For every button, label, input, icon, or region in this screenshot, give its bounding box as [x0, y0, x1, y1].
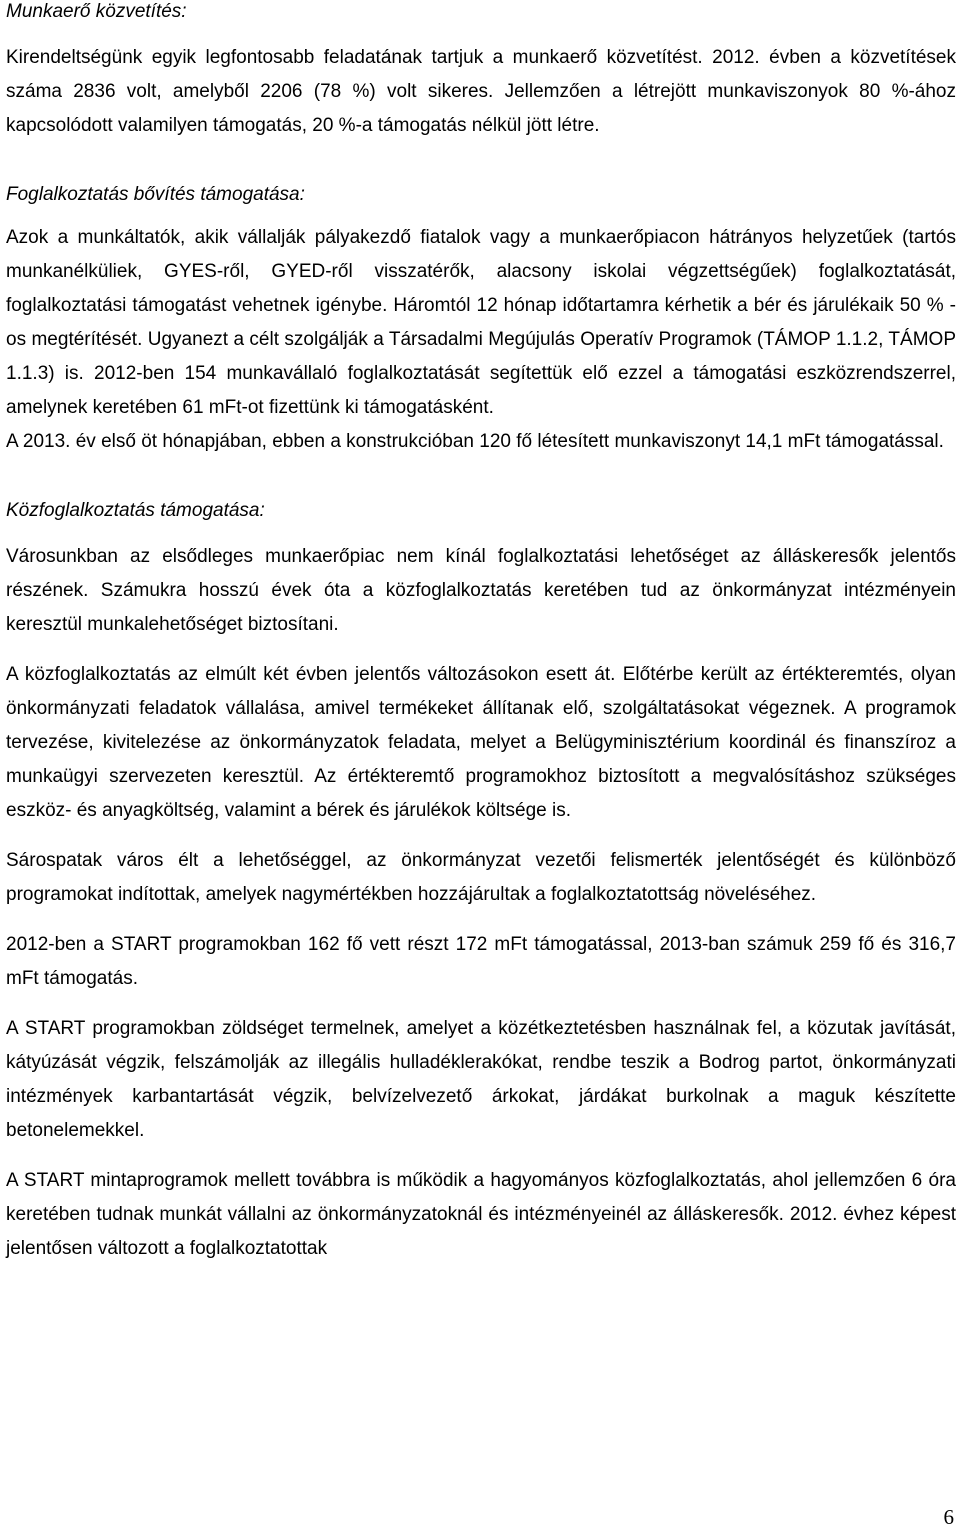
paragraph-munkaero-1: Kirendeltségünk egyik legfontosabb feladatának tartjuk a munkaerő közvetítést. 2012. évben a közvetítések száma 2836 volt, amelyből 2206 (78 %) volt sikeres. Jellemzően a létrejött munkaviszonyok 80 %-ához kapcsolódott valamilyen támogatás, 20 %-a támogatás nélkül jött létre.: [6, 47, 956, 136]
page-number: 6: [943, 1505, 954, 1529]
paragraph-kozfoglalkoztatas-3: Sárospatak város élt a lehetőséggel, az önkormányzat vezetői felismerték jelentőségét és különböző programokat indítottak, amelyek nagymértékben hozzájárultak a foglalkoztatottság növeléséhez.: [6, 850, 956, 905]
paragraph-kozfoglalkoztatas-4: 2012-ben a START programokban 162 fő vett részt 172 mFt támogatással, 2013-ban számuk 259 fő és 316,7 mFt támogatás.: [6, 934, 956, 989]
paragraph-kozfoglalkoztatas-5: A START programokban zöldséget termelnek, amelyet a közétkeztetésben használnak fel, a közutak javítását, kátyúzását végzik, felszámolják az illegális hulladéklerakókat, rendbe teszik a Bodrog partot, önkormányzati intézmények karbantartását végzik, belvízelvezető árkokat, járdákat burkolnak a maguk készítette betonelemekkel.: [6, 1018, 956, 1141]
paragraph-kozfoglalkoztatas-1: Városunkban az elsődleges munkaerőpiac nem kínál foglalkoztatási lehetőséget az álláskeresők jelentős részének. Számukra hosszú évek óta a közfoglalkoztatás keretében tud az önkormányzat intézményein keresztül munkalehetőséget biztosítani.: [6, 546, 956, 635]
section-heading-kozfoglalkoztatas: Közfoglalkoztatás támogatása:: [6, 500, 265, 521]
section-heading-munkaero: Munkaerő közvetítés:: [6, 1, 187, 22]
section-heading-foglalkoztatas: Foglalkoztatás bővítés támogatása:: [6, 184, 305, 205]
paragraph-kozfoglalkoztatas-6: A START mintaprogramok mellett továbbra is működik a hagyományos közfoglalkoztatás, ahol jellemzően 6 óra keretében tudnak munkát vállalni az önkormányzatoknál és intézményeinél az álláskeresők. 2012. évhez képest jelentősen változott a foglalkoztatottak: [6, 1170, 956, 1259]
document-page: [6, 0, 956, 1266]
paragraph-kozfoglalkoztatas-2: A közfoglalkoztatás az elmúlt két évben jelentős változásokon esett át. Előtérbe került az értékteremtés, olyan önkormányzati feladatok vállalása, amivel termékeket állítanak elő, szolgáltatásokat végeznek. A programok tervezése, kivitelezése az önkormányzatok feladata, melyet a Belügyminisztérium koordinál és finanszíroz a munkaügyi szervezeten keresztül. Az értékteremtő programokhoz biztosított a megvalósításhoz szükséges eszköz- és anyagköltség, valamint a bérek és járulékok költsége is.: [6, 664, 956, 821]
paragraph-foglalkoztatas-1: Azok a munkáltatók, akik vállalják pályakezdő fiatalok vagy a munkaerőpiacon hátrányos helyzetűek (tartós munkanélküliek, GYES-ről, GYED-ről visszatérők, alacsony iskolai végzettségűek) foglalkoztatását, foglalkoztatási támogatást vehetnek igénybe. Háromtól 12 hónap időtartamra kérhetik a bér és járulékaik 50 % - os megtérítését. Ugyanezt a célt szolgálják a Társadalmi Megújulás Operatív Programok (TÁMOP 1.1.2, TÁMOP 1.1.3) is. 2012-ben 154 munkavállaló foglalkoztatását segítettük elő ezzel a támogatási eszközrendszerrel, amelynek keretében 61 mFt-ot fizettünk ki támogatásként.: [6, 227, 956, 418]
paragraph-foglalkoztatas-2: A 2013. év első öt hónapjában, ebben a konstrukcióban 120 fő létesített munkaviszonyt 14,1 mFt támogatással.: [6, 431, 944, 452]
